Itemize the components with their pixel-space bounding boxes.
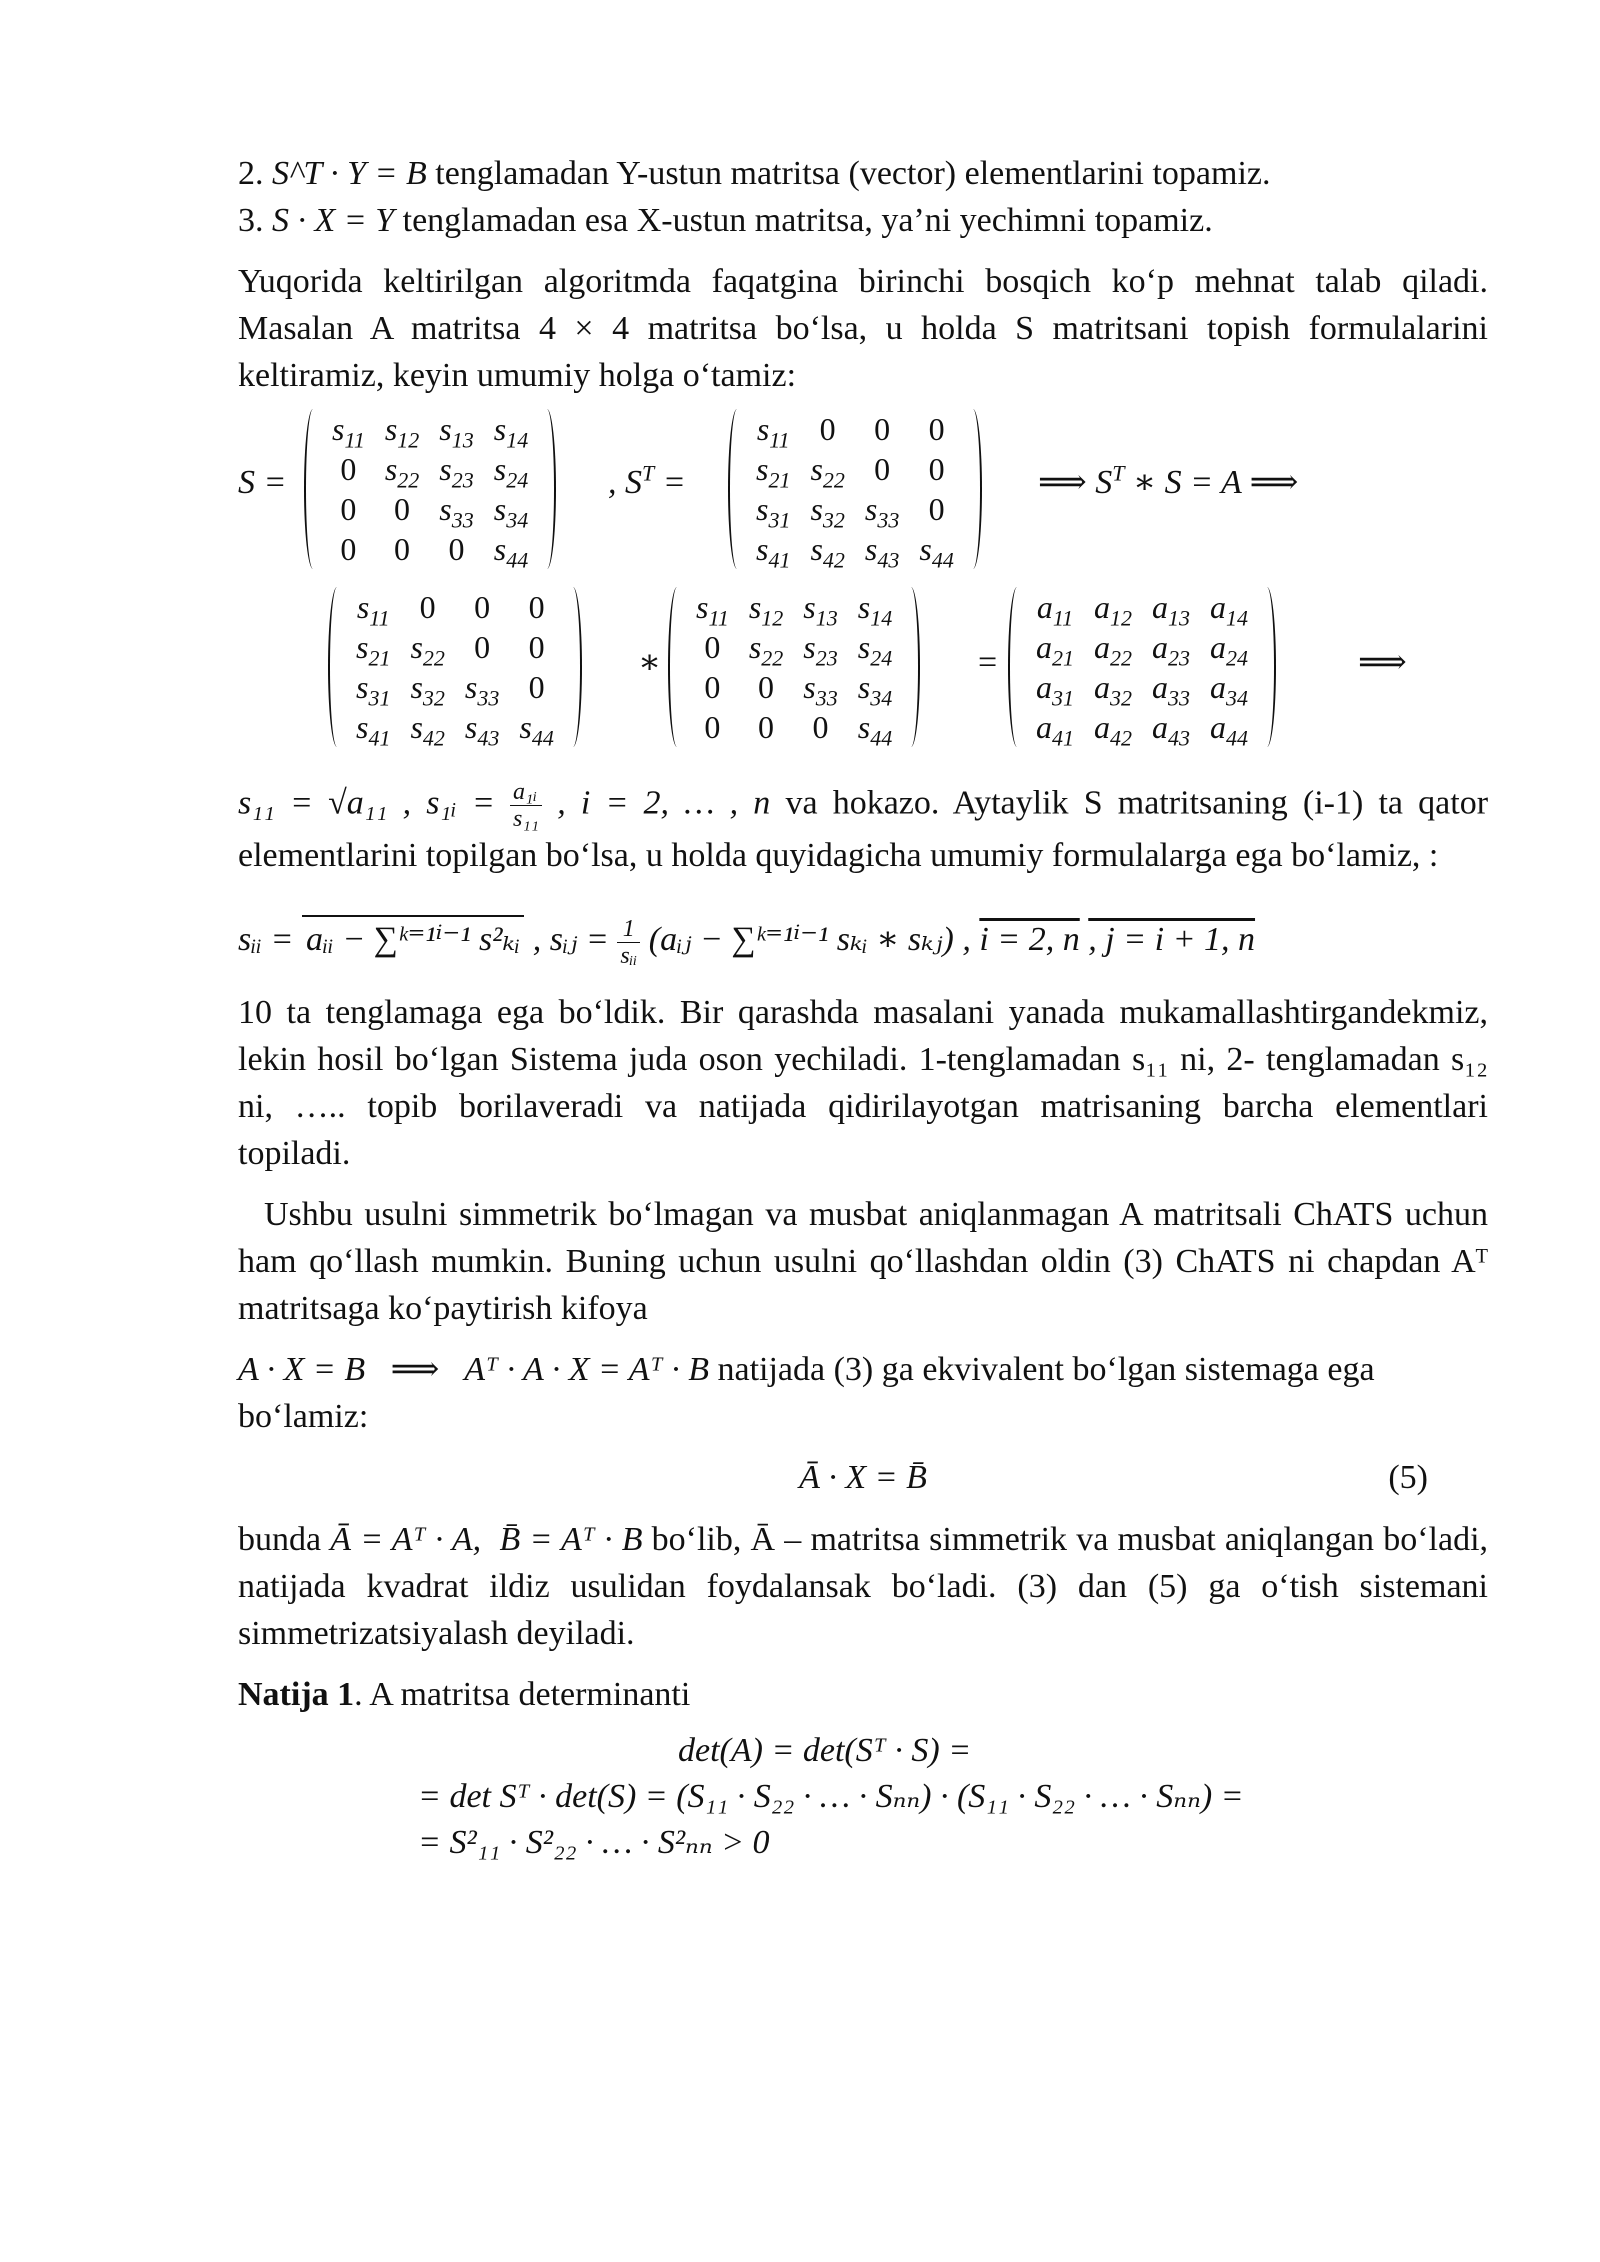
matrix-a-cell: $a_{42}$ xyxy=(1094,709,1132,751)
matrix-a-cell: $a_{33}$ xyxy=(1152,669,1190,711)
matrix-product xyxy=(238,587,1488,757)
matrix-a-cell: $a_{12}$ xyxy=(1094,589,1132,631)
matrix-s-cell: $s_{24}$ xyxy=(857,629,893,671)
step-text: tenglamadan Y-ustun matritsa (vector) elementlarini topamiz. xyxy=(435,155,1271,192)
transform-text: natijada (3) ga ekvivalent bo‘lgan sistemaga ega bo‘lamiz: xyxy=(238,1351,1375,1435)
matrix-st-cell: 0 xyxy=(474,629,491,665)
paragraph-transform xyxy=(238,1346,1488,1440)
matrix-a-cell: $a_{22}$ xyxy=(1094,629,1132,671)
matrix-st-cell: $s_{44}$ xyxy=(519,709,554,751)
matrix-s-cell: $s_{23}$ xyxy=(803,629,838,671)
matrix-st-cell: $s_{32}$ xyxy=(810,491,845,533)
matrix-a-cell: $a_{34}$ xyxy=(1210,669,1248,711)
s-label: S = xyxy=(238,464,287,501)
matrix-s-cell: $s_{12}$ xyxy=(748,589,784,631)
result-text: . A matritsa determinanti xyxy=(354,1676,691,1713)
bunda-formula: Ā = Aᵀ · A, B̄ = Aᵀ · B xyxy=(330,1521,643,1558)
matrix-s-cell: $s_{13}$ xyxy=(803,589,838,631)
matrix-st-cell: $s_{41}$ xyxy=(356,709,391,751)
transform-formula: A · X = B ⟹ Aᵀ · A · X = Aᵀ · B xyxy=(238,1351,709,1388)
matrix-s-cell: 0 xyxy=(340,531,357,567)
matrix-st-cell: $s_{42}$ xyxy=(410,709,445,751)
matrix-st-cell: 0 xyxy=(528,589,545,625)
formula-fraction: $\frac{\text{a₁ᵢ}}{\text{s₁₁}}$ xyxy=(510,779,542,832)
matrix-s-cell: $s_{11}$ xyxy=(696,589,729,631)
implies-expression: ⟹ $S^T$ ∗ S = A ⟹ xyxy=(1038,460,1299,501)
matrix-st-cell: 0 xyxy=(528,669,545,705)
paragraph-ten-equations: 10 ta tenglamaga ega bo‘ldik. Bir qarashda masalani yanada mukamallashtirgandekmiz, lekin hosil bo‘lgan Sistema juda oson yechiladi. 1-tenglamadan s₁₁ ni, 2- tenglamadan s₁₂ ni, ….. topib borilaveradi va natijada qidirilayotgan matrisaning barcha elementlari topiladi. xyxy=(238,994,1488,1172)
matrix-s-cell: 0 xyxy=(340,491,357,527)
matrix-s-cell: $s_{24}$ xyxy=(493,451,529,493)
equation-number: (5) xyxy=(1388,1459,1428,1496)
matrix-s-cell: $s_{22}$ xyxy=(384,451,420,493)
st-label: , $S^T$ = xyxy=(608,460,686,501)
matrix-a-cell: $a_{24}$ xyxy=(1210,629,1248,671)
matrix-s-cell: 0 xyxy=(340,451,357,487)
matrix-a-cell: $a_{21}$ xyxy=(1036,629,1074,671)
matrix-st-cell: $s_{11}$ xyxy=(356,589,390,631)
matrix-s-cell: $s_{13}$ xyxy=(439,411,474,453)
matrix-s-cell: 0 xyxy=(758,709,775,745)
bunda-lead: bunda xyxy=(238,1521,322,1558)
paragraph-bunda xyxy=(238,1516,1488,1657)
matrix-st-cell: $s_{22}$ xyxy=(410,629,445,671)
sij-label: , sᵢⱼ = xyxy=(532,921,609,958)
matrix-st-cell: 0 xyxy=(419,589,436,625)
bunda-text: bo‘lib, Ā – matritsa simmetrik va musbat aniqlangan bo‘ladi, natijada kvadrat ildiz usulidan foydalansak bo‘ladi. (3) dan (5) ga o‘tish sistemani simmetrizatsiyalash deyiladi. xyxy=(238,1521,1489,1652)
matrix-s-cell: $s_{33}$ xyxy=(803,669,838,711)
matrix-s-cell: 0 xyxy=(704,709,721,745)
determinant-line-3: = S²₁₁ · S²₂₂ · … · S²ₙₙ > 0 xyxy=(418,1824,770,1861)
determinant-line-2: = det Sᵀ · det(S) = (S₁₁ · S₂₂ · … · Sₙₙ) · (S₁₁ · S₂₂ · … · Sₙₙ) = xyxy=(418,1778,1244,1815)
matrix-s-cell: $s_{23}$ xyxy=(439,451,474,493)
matrix-a-cell: $a_{13}$ xyxy=(1152,589,1190,631)
matrix-st-cell: 0 xyxy=(474,589,491,625)
matrix-s-cell: $s_{44}$ xyxy=(857,709,893,751)
matrix-a-cell: $a_{41}$ xyxy=(1036,709,1074,751)
matrix-st-cell: $s_{42}$ xyxy=(810,531,845,573)
matrix-definitions xyxy=(238,409,1488,573)
matrix-s-cell: $s_{11}$ xyxy=(332,411,365,453)
determinant-derivation xyxy=(238,1728,1488,1866)
matrix-a-cell: $a_{31}$ xyxy=(1036,669,1074,711)
formula-fraction: $\frac{1}{\text{sᵢᵢ}}$ xyxy=(617,916,640,969)
matrix-a-cell: $a_{32}$ xyxy=(1094,669,1132,711)
matrix-st-cell: $s_{41}$ xyxy=(756,531,791,573)
equation-5 xyxy=(238,1454,1488,1510)
matrix-a-cell: $a_{43}$ xyxy=(1152,709,1190,751)
matrix-s-cell: 0 xyxy=(812,709,829,745)
matrix-st-cell: $s_{33}$ xyxy=(864,491,900,533)
matrix-st-cell: $s_{33}$ xyxy=(464,669,500,711)
matrix-s-cell: 0 xyxy=(448,531,465,567)
multiply-sign: ∗ xyxy=(638,644,662,681)
matrix-a-cell: $a_{11}$ xyxy=(1036,589,1074,631)
implies-arrow: ⟹ xyxy=(1358,644,1407,681)
matrix-st-cell: $s_{43}$ xyxy=(864,531,900,573)
matrix-s-product xyxy=(668,587,920,751)
matrix-s-cell: 0 xyxy=(394,491,411,527)
matrix-st-cell: $s_{21}$ xyxy=(356,629,391,671)
matrix-st-cell: $s_{31}$ xyxy=(356,669,391,711)
step-number: 3. xyxy=(238,202,264,239)
matrix-s-cell: 0 xyxy=(704,629,721,665)
sii-label: sᵢᵢ = xyxy=(238,921,294,958)
paragraph-intro: Yuqorida keltirilgan algoritmda faqatgina birinchi bosqich ko‘p mehnat talab qiladi. Masalan A matritsa 4 × 4 matritsa bo‘lsa, u holda S matritsani topish formulalarini keltiramiz, keyin umumiy holga o‘tamiz: xyxy=(238,263,1488,394)
matrix-s-cell: 0 xyxy=(394,531,411,567)
matrix-st-cell: $s_{21}$ xyxy=(756,451,791,493)
matrix-st-product xyxy=(328,587,582,751)
matrix-a xyxy=(1008,587,1276,751)
matrix-st-cell: 0 xyxy=(528,629,545,665)
matrix-s-cell: $s_{14}$ xyxy=(493,411,529,453)
equation-5-formula: Ā · X = B̄ xyxy=(799,1459,927,1496)
matrix-st-cell: 0 xyxy=(874,411,891,447)
matrix-st-cell: $s_{44}$ xyxy=(919,531,954,573)
result-heading xyxy=(238,1671,1488,1718)
formula-s11-lhs: s₁₁ = √a₁₁ , s₁ᵢ = xyxy=(238,784,495,822)
matrix-a-cell: $a_{14}$ xyxy=(1210,589,1248,631)
matrix-s-cell: $s_{44}$ xyxy=(493,531,529,573)
matrix-s-cell: $s_{34}$ xyxy=(857,669,893,711)
result-label: Natija 1 xyxy=(238,1676,355,1713)
matrix-s-cell: $s_{12}$ xyxy=(384,411,420,453)
matrix-st-cell: 0 xyxy=(874,451,891,487)
matrix-st-cell: 0 xyxy=(928,451,945,487)
formula-range: , i = 2, … , n xyxy=(557,784,771,822)
matrix-s-cell: 0 xyxy=(704,669,721,705)
matrix-st-cell: $s_{22}$ xyxy=(810,451,845,493)
i-range: i = 2, n xyxy=(979,921,1080,958)
equals-sign: = xyxy=(978,644,998,681)
determinant-line-1: det(A) = det(Sᵀ · S) = xyxy=(678,1732,972,1769)
matrix-st-cell: 0 xyxy=(928,411,945,447)
paragraph-s11-formula xyxy=(238,779,1488,879)
matrix-st-cell: $s_{32}$ xyxy=(410,669,445,711)
step-text: tenglamadan esa X-ustun matritsa, ya’ni yechimni topamiz. xyxy=(402,202,1213,239)
matrix-a-cell: $a_{23}$ xyxy=(1152,629,1190,671)
matrix-a-cell: $a_{44}$ xyxy=(1210,709,1248,751)
matrix-st-cell: 0 xyxy=(928,491,945,527)
matrix-st-cell: $s_{31}$ xyxy=(756,491,791,533)
matrix-s-cell: $s_{34}$ xyxy=(493,491,529,533)
formula-general xyxy=(238,905,1488,975)
step-3 xyxy=(238,197,1488,244)
step-number: 2. xyxy=(238,155,264,192)
formula-text: va hokazo. Aytaylik S matritsaning (i-1) ta qator elementlarini topilgan bo‘lsa, u holda quyidagicha umumiy formulalarga ega bo‘lamiz, : xyxy=(238,784,1489,874)
matrix-s-cell: $s_{22}$ xyxy=(748,629,784,671)
matrix-s-cell: 0 xyxy=(758,669,775,705)
document-page xyxy=(238,150,1488,1866)
step-formula: S^T · Y = B xyxy=(272,155,427,192)
j-range: , j = i + 1, n xyxy=(1088,921,1256,958)
paragraph-symmetrization: Ushbu usulni simmetrik bo‘lmagan va musbat aniqlanmagan A matritsali ChATS uchun ham qo‘llash mumkin. Buning uchun usulni qo‘llashdan oldin (3) ChATS ni chapdan Aᵀ matritsaga ko‘paytirish kifoya xyxy=(238,1196,1488,1327)
step-2 xyxy=(238,150,1488,197)
matrix-st-cell: $s_{43}$ xyxy=(464,709,500,751)
step-formula: S · X = Y xyxy=(272,202,395,239)
sij-body: (aᵢⱼ − ∑ᵏ⁼¹ⁱ⁻¹ sₖᵢ ∗ sₖⱼ) , xyxy=(648,921,971,958)
matrix-s-cell: $s_{14}$ xyxy=(857,589,893,631)
matrix-st xyxy=(728,409,982,573)
matrix-st-cell: $s_{11}$ xyxy=(756,411,790,453)
sqrt-expression: aᵢᵢ − ∑ᵏ⁼¹ⁱ⁻¹ s²ₖᵢ xyxy=(302,915,524,963)
matrix-s xyxy=(304,409,556,573)
matrix-st-cell: 0 xyxy=(819,411,836,447)
matrix-s-cell: $s_{33}$ xyxy=(439,491,474,533)
